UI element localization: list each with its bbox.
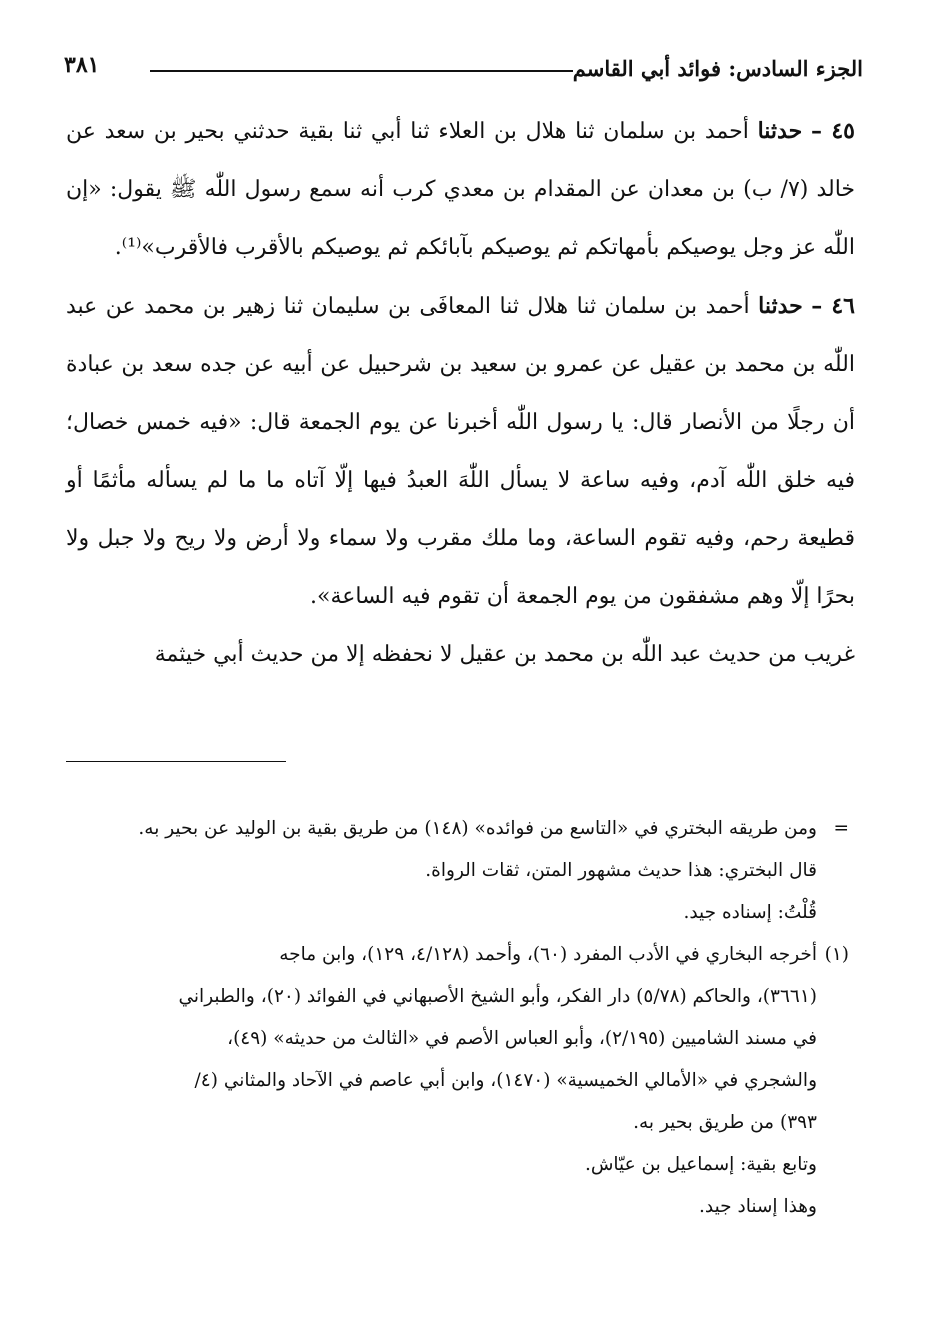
hadith-45-lead: حدثنا: [757, 118, 803, 144]
footnotes: [60, 808, 849, 1228]
hadith-46-number: ٤٦ –: [811, 293, 855, 319]
footnote-1-line: وتابع بقية: إسماعيل بن عيّاش.: [584, 1154, 817, 1175]
footnote-continuation-mark: =: [833, 818, 849, 839]
footnote-1-line: وهذا إسناد جيد.: [698, 1196, 817, 1217]
footnote-continuation-line: قُلْتُ: إسناده جيد.: [683, 902, 817, 923]
footnote-1-line: في مسند الشاميين (٢/١٩٥)، وأبو العباس الأصم في «الثالث من حديثه» (٤٩)،: [227, 1028, 817, 1049]
hadith-45-number: ٤٥ –: [810, 118, 855, 144]
hadith-46-text: أحمد بن سلمان ثنا هلال ثنا المعافَى بن سليمان ثنا زهير بن محمد عن عبد اللّٰه بن محمد بن عقيل عن عمرو بن سعيد بن شرحبيل عن أبيه عن جده سعد بن عبادة أن رجلًا من الأنصار قال: يا رسول اللّٰه أخبرنا عن يوم الجمعة قال: «فيه خمس خصال؛ فيه خلق اللّٰه آدم، وفيه ساعة لا يسأل اللّٰهَ العبدُ فيها إلّا آتاه ما ما لم يسأله مأثمًا أو قطيعة رحم، وفيه تقوم الساعة، وما ملك مقرب ولا سماء ولا أرض ولا ريح ولا جبل ولا بحرًا إلّا وهم مشفقون من يوم الجمعة أن تقوم فيه الساعة».: [66, 294, 855, 609]
footnote-1-line: ٣٩٣) من طريق بحير به.: [633, 1112, 817, 1133]
main-text: [66, 102, 855, 684]
footnote-separator: [66, 761, 286, 762]
header-title: الجزء السادس: فوائد أبي القاسم: [572, 56, 863, 81]
hadith-45-text: أحمد بن سلمان ثنا هلال بن العلاء ثنا أبي ثنا بقية حدثني بحير بن سعد عن خالد (٧/ ب) بن معدان عن المقدام بن معدي كرب أنه سمع رسول اللّٰه ﷺ يقول: «إن اللّٰه عز وجل يوصيكم بأمهاتكم ثم يوصيكم بآبائكم ثم يوصيكم بالأقرب فالأقرب»⁽¹⁾.: [66, 119, 855, 260]
footnote-1-line: (١)أخرجه البخاري في الأدب المفرد (٦٠)، وأحمد (٤/١٢٨، ١٢٩)، وابن ماجه: [60, 934, 849, 976]
hadith-46: [66, 277, 855, 626]
running-header: [60, 48, 863, 90]
footnote-continuation-line: =ومن طريقه البختري في «التاسع من فوائده» (١٤٨) من طريق بقية بن الوليد عن بحير به.: [60, 808, 849, 850]
footnote-1-line: والشجري في «الأمالي الخميسية» (١٤٧٠)، وابن أبي عاصم في الآحاد والمثاني (٤/: [194, 1070, 817, 1091]
page-number: ٣٨١: [64, 52, 100, 78]
author-comment: غريب من حديث عبد اللّٰه بن محمد بن عقيل لا نحفظه إلا من حديث أبي خيثمة: [154, 642, 855, 667]
footnote-continuation-line: قال البختري: هذا حديث مشهور المتن، ثقات الرواة.: [425, 860, 817, 881]
hadith-46-lead: حدثنا: [758, 293, 803, 319]
header-rule: [150, 70, 573, 72]
hadith-45: [66, 102, 855, 277]
footnote-1-mark: (١): [824, 944, 849, 965]
footnote-1-line: (٣٦٦١)، والحاكم (٥/٧٨) دار الفكر، وأبو الشيخ الأصبهاني في الفوائد (٢٠)، والطبراني: [178, 986, 817, 1007]
